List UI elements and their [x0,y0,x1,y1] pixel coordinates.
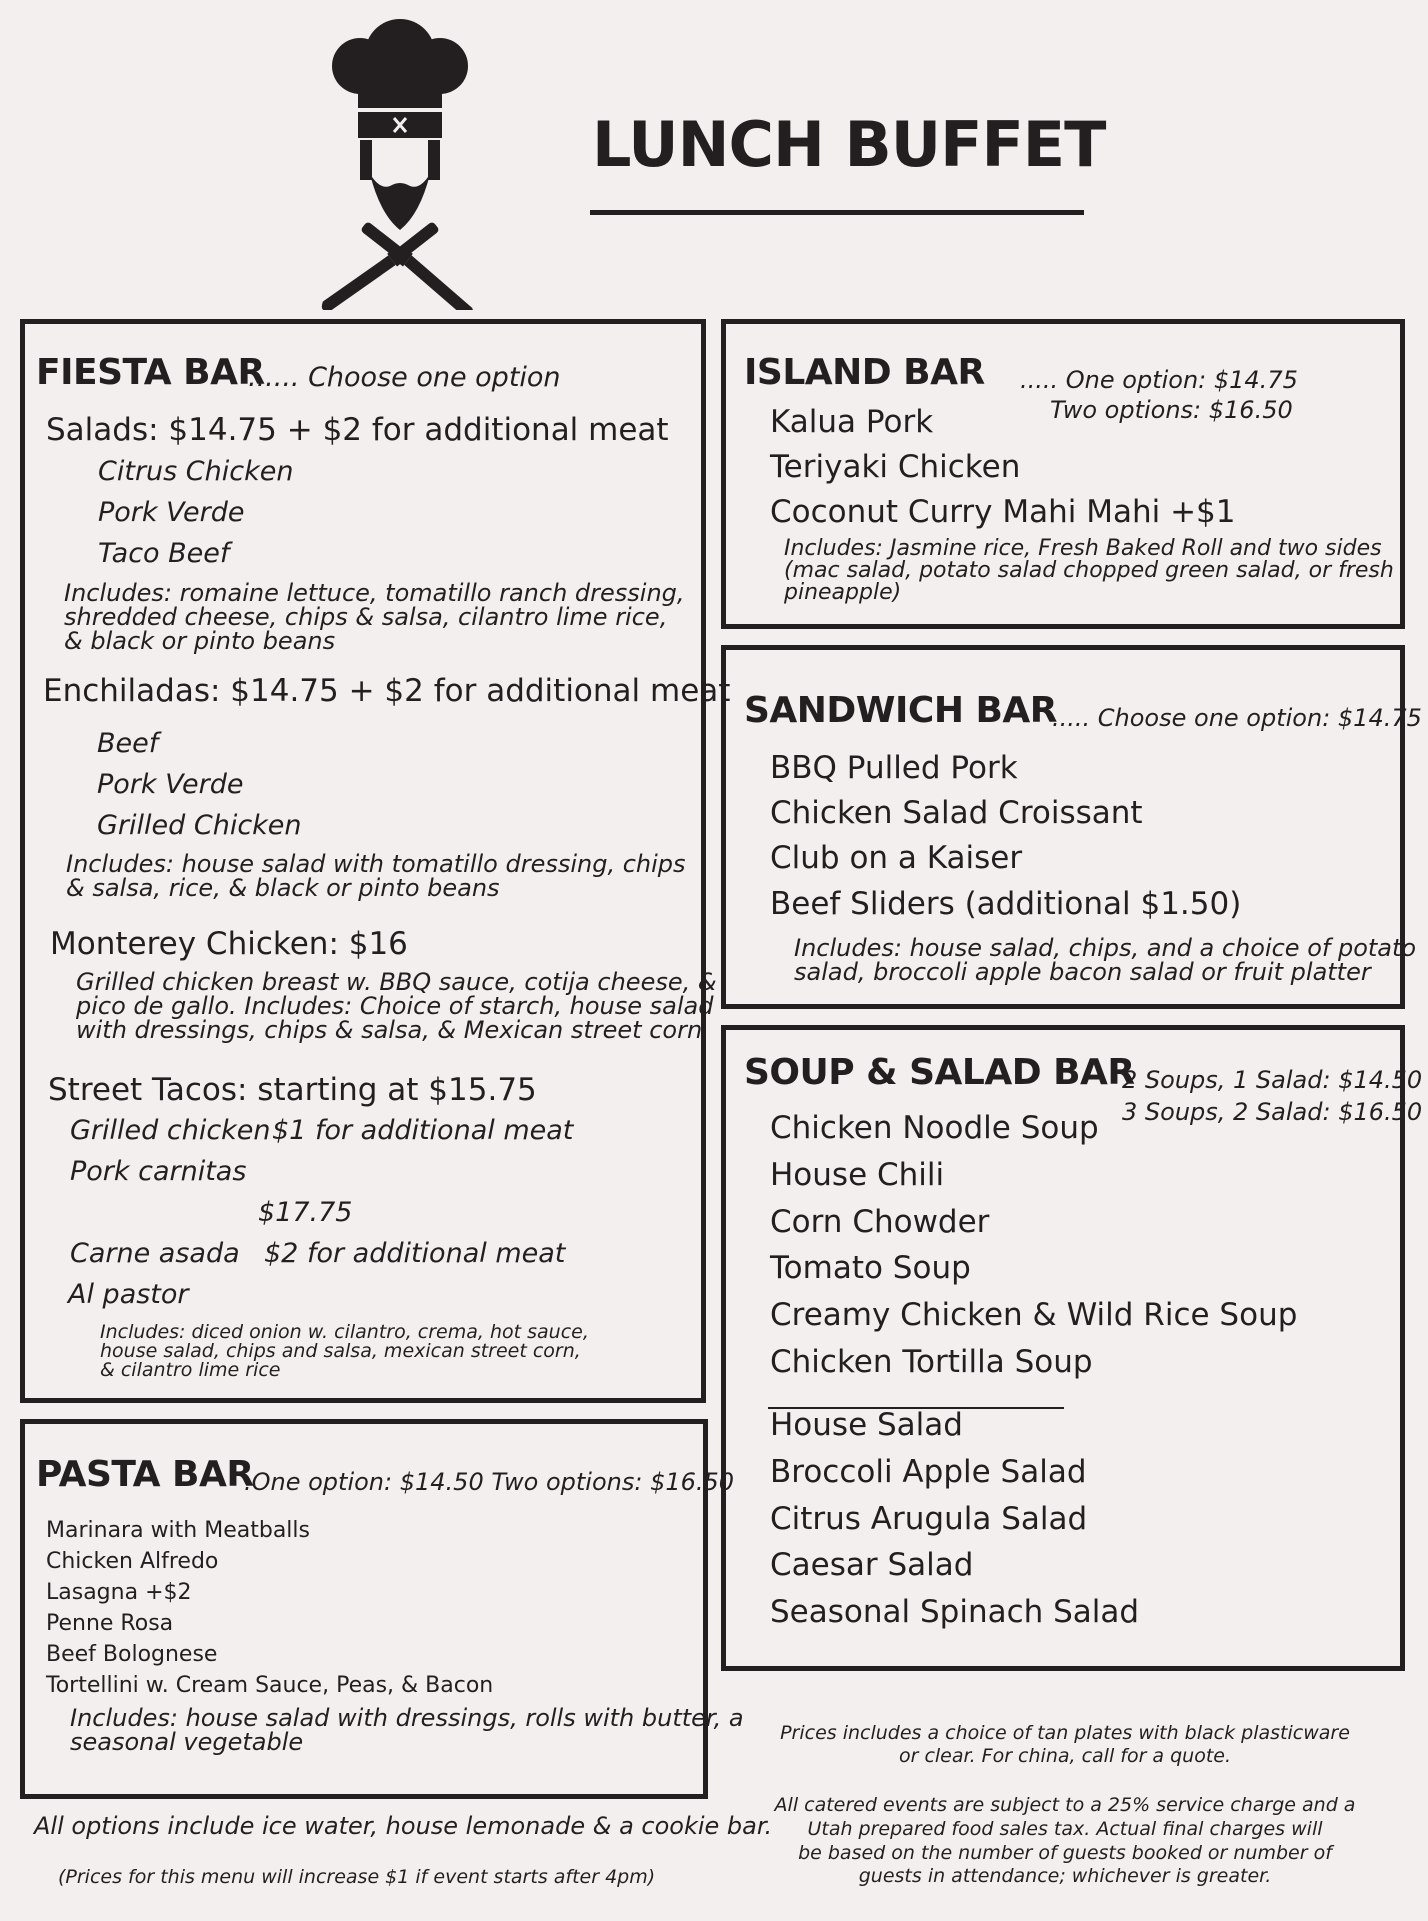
includes-line: Includes: romaine lettuce, tomatillo ranch dressing, [64,579,685,607]
soup-item: Creamy Chicken & Wild Rice Soup [770,1297,1298,1333]
includes-line: & salsa, rice, & black or pinto beans [66,874,500,902]
pasta-item: Lasagna +$2 [46,1580,192,1605]
island-bar-note: Two options: $16.50 [1050,396,1293,424]
sandwich-item: BBQ Pulled Pork [770,750,1018,786]
includes-line: salad, broccoli apple bacon salad or fruit platter [794,958,1371,986]
note-line: Utah prepared food sales tax. Actual final charges will [807,1817,1323,1840]
taco-price-note: $2 for additional meat [264,1238,566,1269]
island-item: Kalua Pork [770,404,934,440]
sandwich-item: Beef Sliders (additional $1.50) [770,886,1242,922]
island-bar-note: ..... One option: $14.75 [1020,366,1298,394]
pasta-includes [70,1706,744,1754]
includes-line: house salad, chips and salsa, mexican street corn, [100,1340,581,1362]
description-line: with dressings, chips & salsa, & Mexican street corn [76,1016,703,1044]
note-line: or clear. For china, call for a quote. [898,1744,1232,1767]
taco-item: Pork carnitas [70,1156,247,1187]
sandwich-item: Club on a Kaiser [770,840,1023,876]
pasta-bar-note: .One option: $14.50 Two options: $16.50 [244,1468,735,1496]
description-line: pico de gallo. Includes: Choice of starch, house salad [76,992,714,1020]
chef-logo-icon [320,14,480,310]
includes-line: Includes: house salad with dressings, rolls with butter, a [70,1704,744,1732]
sandwich-bar-title: SANDWICH BAR [744,690,1058,731]
includes-line: seasonal vegetable [70,1728,304,1756]
pasta-item: Penne Rosa [46,1611,174,1636]
salad-item: Pork Verde [98,497,245,528]
includes-line: Includes: diced onion w. cilantro, crema, hot sauce, [100,1321,589,1343]
note-line: All catered events are subject to a 25% service charge and a [774,1794,1356,1816]
includes-line: Includes: house salad, chips, and a choice of potato [794,934,1417,962]
island-includes [784,538,1394,604]
sandwich-item: Chicken Salad Croissant [770,795,1143,831]
salad-item: Broccoli Apple Salad [770,1454,1087,1490]
salad-item: Caesar Salad [770,1547,974,1583]
soup-item: House Chili [770,1157,945,1193]
soup-salad-bar-note: 3 Soups, 2 Salad: $16.50 [1122,1098,1423,1126]
salads-includes [64,581,685,653]
taco-item: Grilled chicken [70,1115,271,1146]
fiesta-bar-title: FIESTA BAR [36,352,265,393]
tacos-includes [100,1323,589,1380]
taco-item: Al pastor [68,1279,189,1310]
description-line: Grilled chicken breast w. BBQ sauce, cotija cheese, & [76,968,717,996]
salad-item: House Salad [770,1407,963,1443]
note-line: Prices includes a choice of tan plates with black plasticware [780,1722,1350,1744]
pasta-item: Chicken Alfredo [46,1549,219,1574]
service-charge-note [740,1794,1390,1889]
tacos-heading: Street Tacos: starting at $15.75 [48,1072,537,1108]
includes-line: shredded cheese, chips & salsa, cilantro lime rice, [64,603,668,631]
enchilada-item: Beef [97,728,159,759]
monterey-heading: Monterey Chicken: $16 [50,926,408,962]
enchilada-item: Pork Verde [97,769,244,800]
all-options-note: All options include ice water, house lemonade & a cookie bar. [34,1812,773,1840]
pasta-bar-title: PASTA BAR [36,1454,254,1495]
soup-salad-bar-title: SOUP & SALAD BAR [744,1052,1135,1093]
note-line: guests in attendance; whichever is greater. [858,1865,1272,1888]
taco-item: Carne asada [70,1238,240,1269]
enchilada-item: Grilled Chicken [97,810,302,841]
includes-line: (mac salad, potato salad chopped green salad, or fresh [784,558,1394,583]
island-item: Teriyaki Chicken [770,449,1021,485]
soup-item: Chicken Noodle Soup [770,1110,1099,1146]
pasta-item: Tortellini w. Cream Sauce, Peas, & Bacon [46,1673,494,1698]
includes-line: Includes: Jasmine rice, Fresh Baked Roll and two sides [784,536,1382,561]
soup-item: Corn Chowder [770,1204,990,1240]
title-underline [590,210,1084,215]
price-increase-note: (Prices for this menu will increase $1 if event starts after 4pm) [58,1866,656,1888]
salad-item: Citrus Arugula Salad [770,1501,1088,1537]
soup-item: Tomato Soup [770,1250,971,1286]
includes-line: Includes: house salad with tomatillo dressing, chips [66,850,686,878]
includes-line: & black or pinto beans [64,627,336,655]
taco-price-note: $1 for additional meat [272,1115,574,1146]
pasta-item: Marinara with Meatballs [46,1518,310,1543]
pasta-item: Beef Bolognese [46,1642,218,1667]
page-title: LUNCH BUFFET [592,108,1106,181]
enchiladas-includes [66,852,686,900]
island-item: Coconut Curry Mahi Mahi +$1 [770,494,1236,530]
island-bar-title: ISLAND BAR [744,352,985,393]
fiesta-bar-note: ...... Choose one option [248,362,561,393]
soup-item: Chicken Tortilla Soup [770,1344,1093,1380]
note-line: be based on the number of guests booked or number of [798,1841,1332,1864]
salad-item: Citrus Chicken [98,456,294,487]
includes-line: pineapple) [784,580,902,605]
salads-heading: Salads: $14.75 + $2 for additional meat [46,412,669,448]
salad-item: Taco Beef [98,538,230,569]
plates-note [740,1722,1390,1768]
includes-line: & cilantro lime rice [100,1359,281,1381]
salad-item: Seasonal Spinach Salad [770,1594,1140,1630]
sandwich-bar-note: ..... Choose one option: $14.75 [1052,704,1422,732]
enchiladas-heading: Enchiladas: $14.75 + $2 for additional meat [43,673,731,709]
monterey-description [76,970,717,1042]
taco-price: $17.75 [258,1197,353,1228]
soup-salad-bar-note: 2 Soups, 1 Salad: $14.50 [1122,1066,1423,1094]
sandwich-includes [794,936,1416,984]
